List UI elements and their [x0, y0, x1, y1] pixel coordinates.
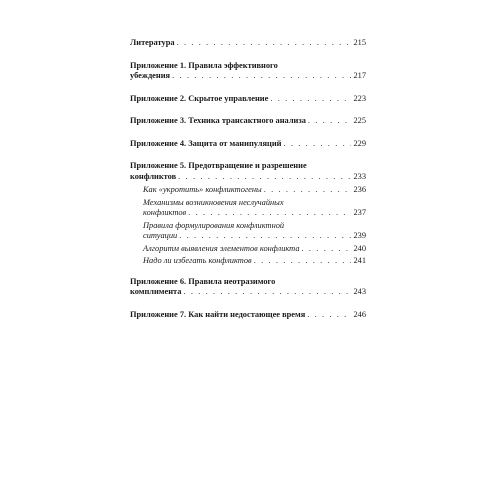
- toc-page-number: 225: [353, 116, 366, 125]
- toc-entry-appendix-1[interactable]: [130, 61, 366, 82]
- toc-page-number: 243: [353, 287, 366, 296]
- toc-entry-appendix-6[interactable]: [130, 277, 366, 298]
- toc-page-number: 239: [353, 231, 366, 240]
- toc-page-number: 223: [353, 93, 366, 103]
- toc-entry-title: Приложение 4. Защита от манипуляций: [130, 138, 282, 148]
- table-of-contents: [130, 38, 366, 332]
- toc-entry-title-line-2: конфликтов: [130, 171, 177, 181]
- leader-dots: [188, 208, 351, 219]
- toc-page-number: 233: [353, 171, 366, 181]
- leader-dots: [302, 244, 352, 255]
- toc-entry-title: Как «укротить» конфликтогены: [143, 185, 262, 194]
- toc-entry-title-line-2: комплимента: [130, 287, 182, 296]
- toc-entry-appendix-4[interactable]: [130, 139, 366, 150]
- leader-dots: [177, 38, 352, 49]
- toc-page-number: 215: [353, 38, 366, 47]
- leader-dots: [308, 116, 352, 127]
- toc-entry-appendix-3[interactable]: [130, 116, 366, 127]
- toc-page-number: 229: [353, 138, 366, 148]
- toc-entry-literature[interactable]: [130, 38, 366, 49]
- leader-dots: [178, 172, 351, 183]
- toc-page-number: 240: [353, 243, 366, 253]
- toc-entry-title-line-1: Приложение 6. Правила неотразимого: [130, 276, 276, 286]
- toc-subentry-conflictogens[interactable]: [130, 185, 366, 196]
- toc-page-number: 237: [353, 208, 366, 217]
- toc-entry-title-line-1: Правила формулирования конфликтной: [143, 220, 285, 230]
- leader-dots: [264, 185, 352, 196]
- toc-entry-title-line-1: Механизмы возникновения неслучайных: [143, 197, 284, 207]
- toc-subentry-algorithm[interactable]: [130, 244, 366, 255]
- leader-dots: [254, 256, 352, 267]
- leader-dots: [179, 231, 351, 242]
- toc-entry-appendix-7[interactable]: [130, 310, 366, 321]
- leader-dots: [307, 310, 351, 321]
- toc-entry-title: Приложение 7. Как найти недостающее время: [130, 309, 306, 319]
- toc-subentry-avoid-conflicts[interactable]: [130, 256, 366, 267]
- toc-entry-title: Надо ли избегать конфликтов: [143, 256, 252, 265]
- toc-entry-title-line-2: конфликтов: [143, 208, 187, 217]
- toc-entry-appendix-2[interactable]: [130, 94, 366, 105]
- toc-entry-appendix-5[interactable]: [130, 161, 366, 182]
- toc-entry-title-line-1: Приложение 5. Предотвращение и разрешение: [130, 161, 307, 170]
- leader-dots: [172, 71, 351, 82]
- toc-page-number: 236: [353, 185, 366, 194]
- leader-dots: [183, 287, 351, 298]
- toc-entry-title-line-2: убеждения: [130, 71, 171, 80]
- toc-page-number: 246: [353, 309, 366, 319]
- toc-entry-title: Приложение 2. Скрытое управление: [130, 93, 269, 103]
- toc-entry-title: Литература: [130, 38, 175, 47]
- toc-entry-title: Алгоритм выявления элементов конфликта: [143, 243, 300, 253]
- toc-entry-title-line-2: ситуации: [143, 231, 178, 240]
- leader-dots: [283, 139, 351, 150]
- toc-entry-title-line-1: Приложение 1. Правила эффективного: [130, 60, 278, 70]
- leader-dots: [270, 94, 351, 105]
- toc-entry-title: Приложение 3. Техника трансактного анализа: [130, 116, 306, 125]
- toc-page-number: 241: [353, 256, 366, 265]
- toc-subentry-mechanisms[interactable]: [130, 198, 366, 219]
- toc-page-number: 217: [353, 71, 366, 80]
- toc-subentry-formulation-rules[interactable]: [130, 221, 366, 242]
